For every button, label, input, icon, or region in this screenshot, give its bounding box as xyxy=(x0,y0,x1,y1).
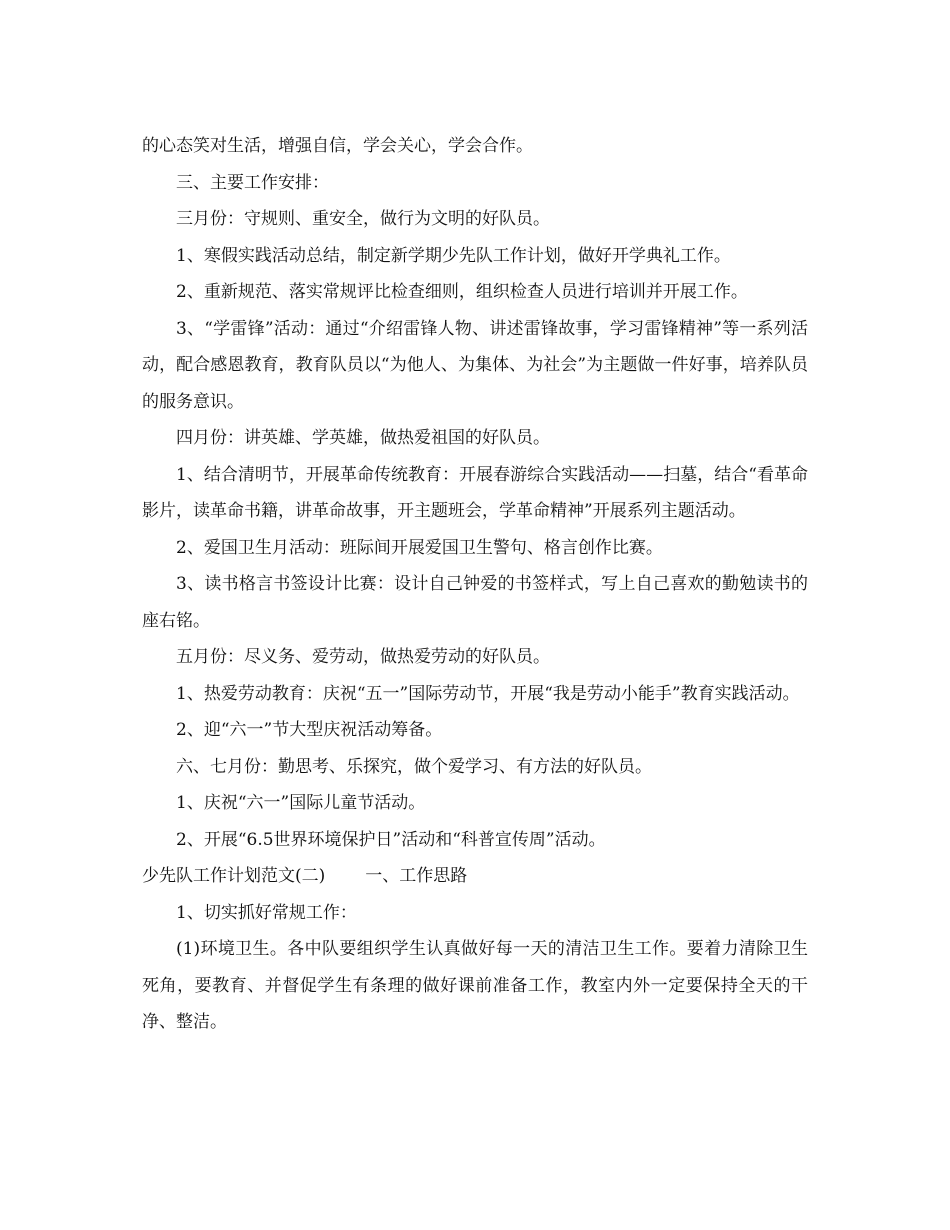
section-heading-main-arrangements: 三、主要工作安排： xyxy=(176,172,329,193)
list-item: 2、爱国卫生月活动：班际间开展爱国卫生警句、格言创作比赛。 xyxy=(176,537,663,558)
month-heading-june-july: 六、七月份：勤思考、乐探究，做个爱学习、有方法的好队员。 xyxy=(176,756,652,777)
list-item: 2、重新规范、落实常规评比检查细则，组织检查人员进行培训并开展工作。 xyxy=(176,282,748,302)
list-item: 1、热爱劳动教育：庆祝“五一”国际劳动节，开展“我是劳动小能手”教育实践活动。 xyxy=(176,683,800,704)
list-item: 1、寒假实践活动总结，制定新学期少先队工作计划，做好开学典礼工作。 xyxy=(176,245,731,266)
list-item: 1、切实抓好常规工作： xyxy=(176,902,357,923)
section-heading xyxy=(142,858,808,895)
list-item: 3、“学雷锋”活动：通过“介绍雷锋人物、讲述雷锋故事，学习雷锋精神”等一系列活动，配合感恩教育，教育队员以“为他人、为集体、为社会”为主题做一件好事，培养队员的服务意识。 xyxy=(142,318,808,412)
list-item: 3、读书格言书签设计比赛：设计自己钟爱的书签样式，写上自己喜欢的勤勉读书的座右铭。 xyxy=(142,574,808,631)
paragraph: (1)环境卫生。各中队要组织学生认真做好每一天的清洁卫生工作。要着力清除卫生死角，要教育、并督促学生有条理的做好课前准备工作，教室内外一定要保持全天的干净、整洁。 xyxy=(142,939,808,1032)
section-subtitle: 一、工作思路 xyxy=(365,866,468,886)
month-heading-april: 四月份：讲英雄、学英雄，做热爱祖国的好队员。 xyxy=(176,428,550,448)
month-heading-march: 三月份：守规则、重安全，做行为文明的好队员。 xyxy=(176,209,550,229)
paragraph: 的心态笑对生活，增强自信，学会关心，学会合作。 xyxy=(142,136,533,156)
document-body xyxy=(142,128,808,1041)
list-item: 2、开展“6.5世界环境保护日”活动和“科普宣传周”活动。 xyxy=(176,829,606,850)
month-heading-may: 五月份：尽义务、爱劳动，做热爱劳动的好队员。 xyxy=(176,647,550,667)
section-title: 少先队工作计划范文(二) xyxy=(142,866,326,886)
list-item: 1、庆祝“六一”国际儿童节活动。 xyxy=(176,793,426,813)
list-item: 1、结合清明节，开展革命传统教育：开展春游综合实践活动——扫墓，结合“看革命影片，读革命书籍，讲革命故事，开主题班会，学革命精神”开展系列主题活动。 xyxy=(142,464,808,521)
list-item: 2、迎“六一”节大型庆祝活动筹备。 xyxy=(176,720,443,740)
